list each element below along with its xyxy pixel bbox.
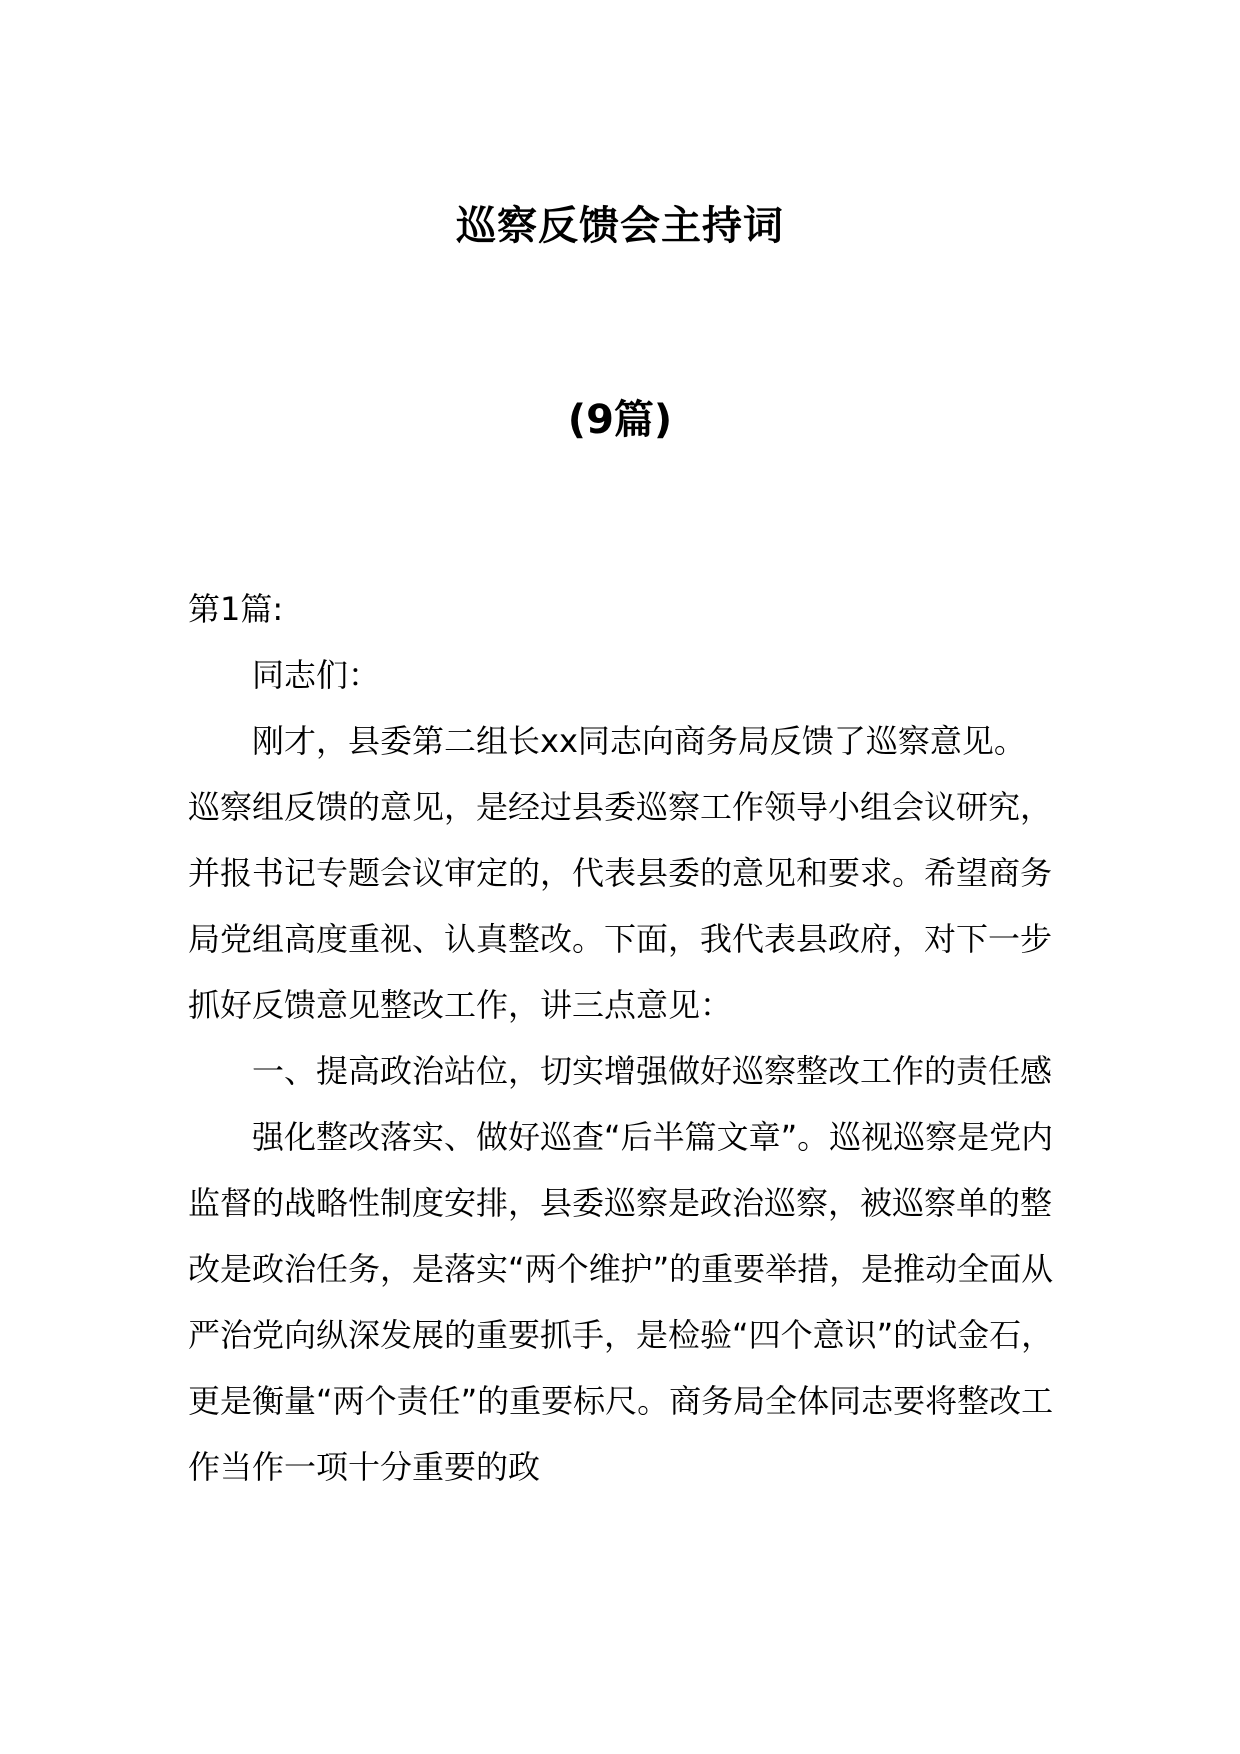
- greeting: 同志们：: [252, 656, 381, 694]
- document-body: [188, 576, 1056, 1500]
- section-heading-1: 一、提高政治站位，切实增强做好巡察整改工作的责任感: [252, 1052, 1053, 1090]
- paragraph-body: 强化整改落实、做好巡查“后半篇文章”。巡视巡察是党内监督的战略性制度安排，县委巡察是政治巡察，被巡察单的整改是政治任务，是落实“两个维护”的重要举措，是推动全面从严治党向纵深发展的重要抓手，是检验“四个意识”的试金石，更是衡量“两个责任”的重要标尺。商务局全体同志要将整改工作当作一项十分重要的政: [188, 1118, 1054, 1486]
- document-title: 巡察反馈会主持词: [456, 203, 784, 249]
- document-subtitle: (9篇): [567, 397, 673, 443]
- section-label: 第1篇:: [188, 590, 284, 628]
- paragraph-intro: 刚才，县委第二组长xx同志向商务局反馈了巡察意见。巡察组反馈的意见，是经过县委巡察工作领导小组会议研究，并报书记专题会议审定的，代表县委的意见和要求。希望商务局党组高度重视、认真整改。下面，我代表县政府，对下一步抓好反馈意见整改工作，讲三点意见：: [188, 722, 1053, 1024]
